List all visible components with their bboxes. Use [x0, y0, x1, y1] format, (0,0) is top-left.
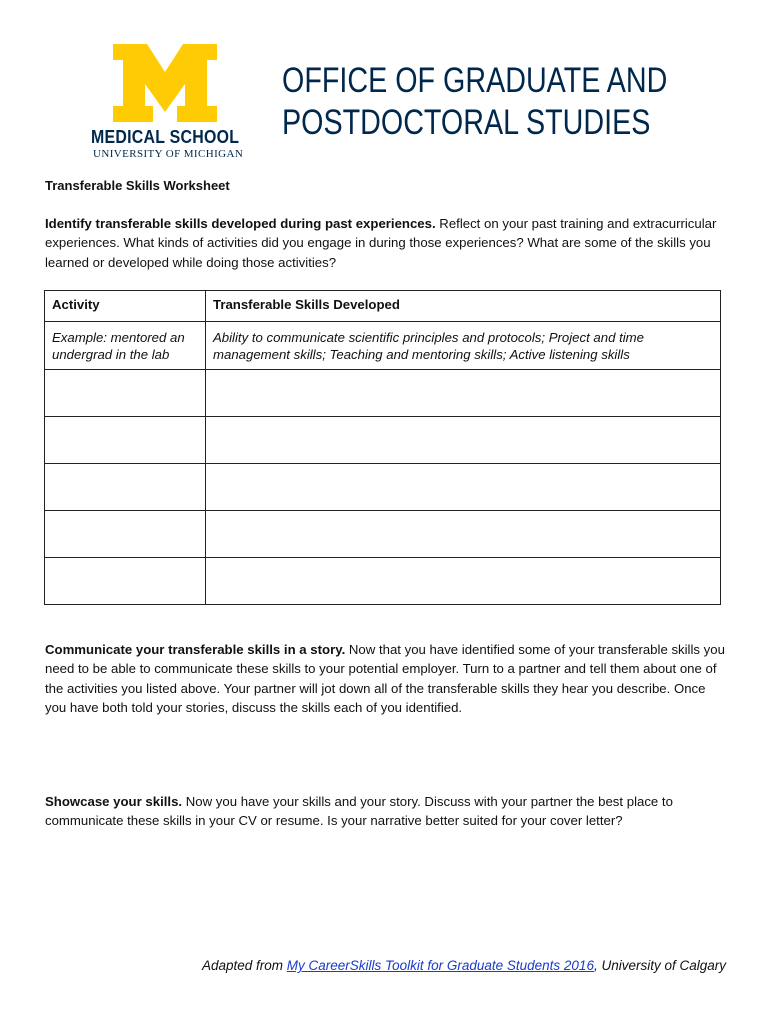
- activity-input-cell[interactable]: [45, 370, 206, 417]
- skills-input-cell[interactable]: [206, 417, 721, 464]
- example-row: [45, 322, 721, 370]
- activity-column-header: Activity: [45, 291, 206, 322]
- table-header-row: [45, 291, 721, 322]
- attribution-suffix: , University of Calgary: [593, 958, 726, 973]
- activity-input-cell[interactable]: [45, 464, 206, 511]
- skills-input-cell[interactable]: [206, 558, 721, 605]
- office-title-line-1: OFFICE OF GRADUATE AND: [282, 61, 668, 100]
- table-row: [45, 370, 721, 417]
- medical-school-logo: [91, 44, 244, 162]
- table-row: [45, 511, 721, 558]
- identify-skills-paragraph: [45, 214, 725, 272]
- attribution-prefix: Adapted from: [202, 958, 287, 973]
- skills-input-cell[interactable]: [206, 464, 721, 511]
- table-row: [45, 417, 721, 464]
- communicate-story-paragraph: [45, 640, 725, 717]
- communicate-story-lead: Communicate your transferable skills in a story.: [45, 642, 346, 657]
- showcase-skills-paragraph: [45, 792, 725, 831]
- toolkit-link[interactable]: My CareerSkills Toolkit for Graduate Students 2016: [286, 958, 594, 973]
- activity-input-cell[interactable]: [45, 511, 206, 558]
- skills-table: [44, 290, 721, 605]
- example-activity-cell: Example: mentored an undergrad in the lab: [45, 322, 206, 370]
- office-title: [282, 60, 667, 144]
- communicate-story-body: Now that you have identified some of your transferable skills you need to be able to communicate these skills to your potential employer. Turn to a partner and tell them about one of the activities you listed above. Your partner will jot down all of the transferable skills they hear you describe. Once you have both told your stories, discuss the skills each of you identified.: [45, 642, 725, 715]
- showcase-skills-body: Now you have your skills and your story. Discuss with your partner the best place to communicate these skills in your CV or resume. Is your narrative better suited for your cover letter?: [45, 794, 673, 829]
- attribution-footer: [202, 958, 726, 973]
- block-m-icon: [113, 44, 217, 122]
- office-title-line-2: POSTDOCTORAL STUDIES: [282, 103, 651, 142]
- identify-skills-body: Reflect on your past training and extracurricular experiences. What kinds of activities did you engage in during those experiences? What are some of the skills you learned or developed while doing those activities?: [45, 216, 717, 270]
- identify-skills-lead: Identify transferable skills developed during past experiences.: [45, 216, 436, 231]
- worksheet-title: Transferable Skills Worksheet: [45, 178, 230, 193]
- skills-input-cell[interactable]: [206, 370, 721, 417]
- logo-university-text: UNIVERSITY OF MICHIGAN: [93, 148, 244, 160]
- table-row: [45, 464, 721, 511]
- logo-medical-school-text: MEDICAL SCHOOL: [91, 126, 240, 147]
- skills-column-header: Transferable Skills Developed: [206, 291, 721, 322]
- table-row: [45, 558, 721, 605]
- activity-input-cell[interactable]: [45, 558, 206, 605]
- skills-input-cell[interactable]: [206, 511, 721, 558]
- showcase-skills-lead: Showcase your skills.: [45, 794, 183, 809]
- activity-input-cell[interactable]: [45, 417, 206, 464]
- example-skills-cell: Ability to communicate scientific principles and protocols; Project and time management skills; Teaching and mentoring skills; Active listening skills: [206, 322, 721, 370]
